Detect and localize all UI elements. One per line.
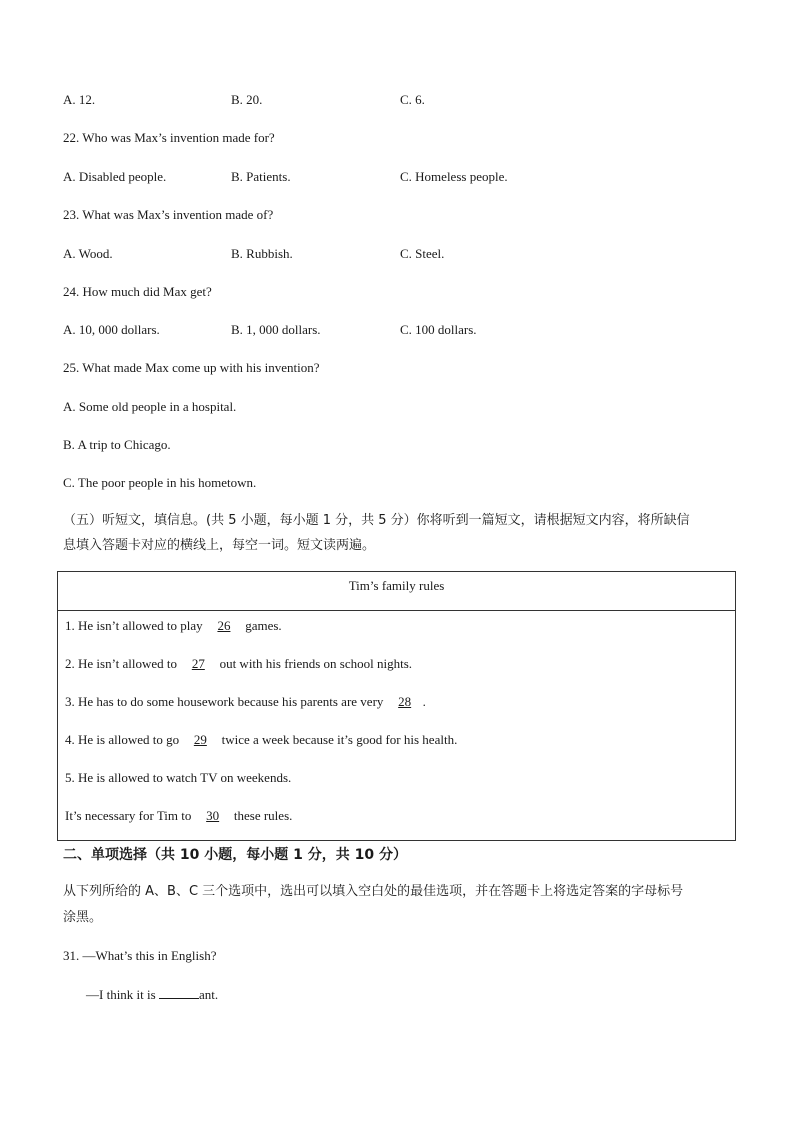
q24-stem: 24. How much did Max get? [63,284,212,299]
q24-option-b: B. 1, 000 dollars. [231,322,321,337]
rule-row-4 [65,732,457,748]
section5-instruction-line1: （五）听短文，填信息。(共 5 小题，每小题 1 分，共 5 分）你将听到一篇短文，请根据短文内容，将所缺信 [63,513,690,528]
q22-option-a: A. Disabled people. [63,169,167,184]
section5-instruction-line2: 息填入答题卡对应的横线上，每空一词。短文读两遍。 [63,538,376,553]
rule-text: 2. He isn’t allowed to [65,656,181,671]
rule-text: 1. He isn’t allowed to play [65,618,206,633]
answer-blank-27[interactable]: 27 [191,656,205,671]
q22-option-c: C. Homeless people. [400,169,508,184]
q21-option-b: B. 20. [231,92,263,107]
answer-blank-30[interactable]: 30 [206,808,220,823]
rule-row-6 [65,808,292,824]
rule-row-1 [65,618,282,634]
rule-row-5 [65,770,291,786]
q31-text: ant. [198,987,219,1002]
rule-text: these rules. [230,808,293,823]
family-rules-table [57,571,736,841]
rule-text: 5. He is allowed to watch TV on weekends. [65,770,292,785]
rule-text: twice a week because it’s good for his health. [218,732,458,747]
q25-stem: 25. What made Max come up with his invention? [63,360,320,375]
q25-option-a: A. Some old people in a hospital. [63,399,237,414]
table-title: Tim’s family rules [58,572,735,611]
answer-blank-28[interactable]: 28 [398,694,412,709]
q23-stem: 23. What was Max’s invention made of? [63,207,274,222]
rule-text: games. [241,618,282,633]
q31-text: —I think it is [86,987,159,1002]
rule-text: 4. He is allowed to go [65,732,183,747]
q23-option-b: B. Rubbish. [231,246,293,261]
q21-option-a: A. 12. [63,92,96,107]
rule-text: 3. He has to do some housework because his parents are very [65,694,387,709]
q22-option-b: B. Patients. [231,169,291,184]
q31-stem: 31. —What’s this in English? [63,948,217,963]
part2-instruction-line1: 从下列所给的 A、B、C 三个选项中，选出可以填入空白处的最佳选项，并在答题卡上将选定答案的字母标号 [63,884,684,899]
q31-response [86,987,218,1003]
q23-option-a: A. Wood. [63,246,113,261]
rule-text: . [422,694,426,709]
part2-heading: 二、单项选择（共 10 小题，每小题 1 分，共 10 分） [63,847,407,863]
q25-option-c: C. The poor people in his hometown. [63,475,257,490]
rule-row-3 [65,694,426,710]
q25-option-b: B. A trip to Chicago. [63,437,171,452]
q24-option-c: C. 100 dollars. [400,322,477,337]
answer-blank-29[interactable]: 29 [193,732,207,747]
answer-blank-26[interactable]: 26 [217,618,231,633]
q23-option-c: C. Steel. [400,246,445,261]
rule-row-2 [65,656,412,672]
rule-text: It’s necessary for Tim to [65,808,195,823]
rule-text: out with his friends on school nights. [216,656,413,671]
part2-instruction-line2: 涂黑。 [63,910,103,925]
q24-option-a: A. 10, 000 dollars. [63,322,160,337]
q31-answer-blank[interactable] [159,987,199,999]
q21-option-c: C. 6. [400,92,425,107]
q22-stem: 22. Who was Max’s invention made for? [63,130,275,145]
